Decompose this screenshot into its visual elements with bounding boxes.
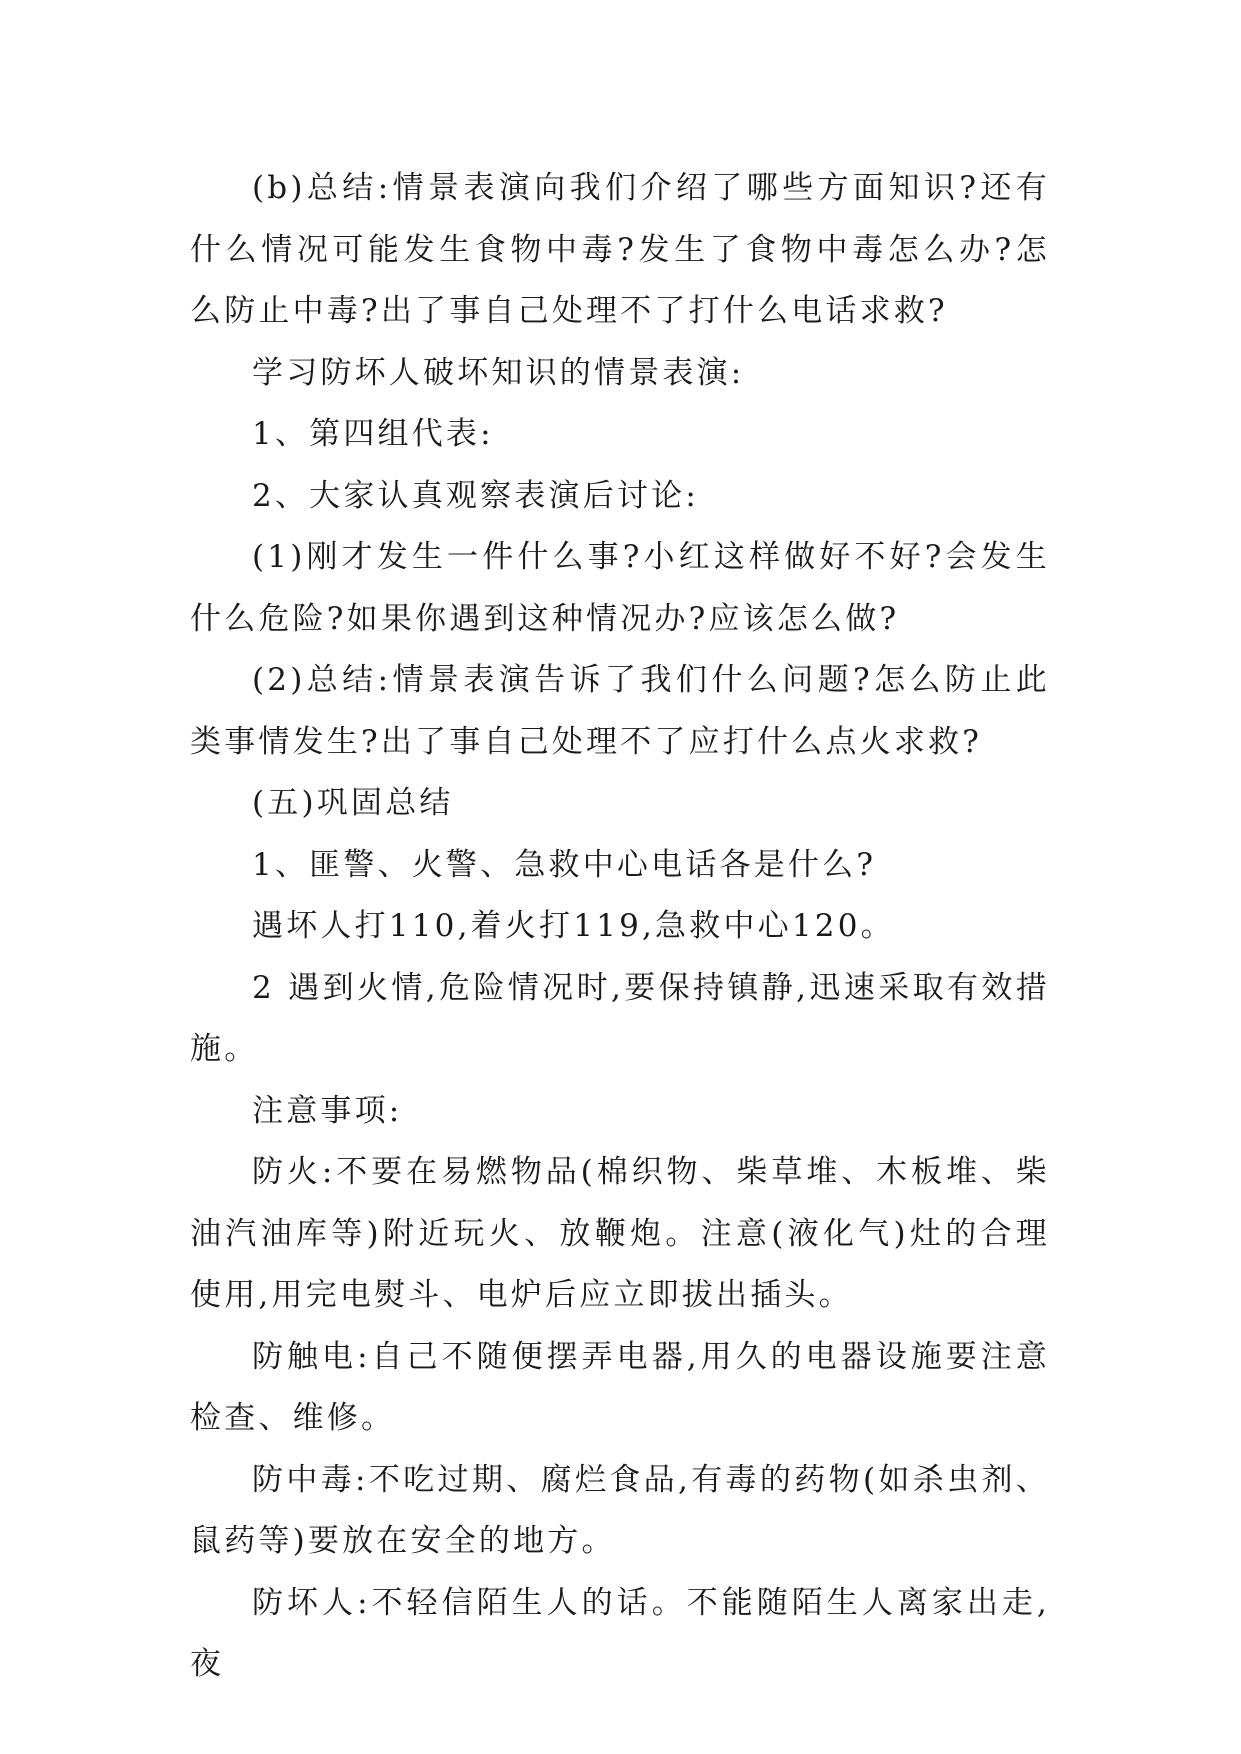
paragraph-emergency-numbers-question: 1、匪警、火警、急救中心电话各是什么? <box>252 846 877 883</box>
paragraph-observe-discuss: 2、大家认真观察表演后讨论: <box>252 477 699 514</box>
paragraph-stay-calm: 2 遇到火情,危险情况时,要保持镇静,迅速采取有效措施。 <box>190 969 1050 1067</box>
paragraph-poisoning-prevention: 防中毒:不吃过期、腐烂食品,有毒的药物(如杀虫剂、鼠药等)要放在安全的地方。 <box>190 1461 1050 1559</box>
paragraph-food-poisoning-summary: (b)总结:情景表演向我们介绍了哪些方面知识?还有什么情况可能发生食物中毒?发生了食物中毒怎么办?怎么防止中毒?出了事自己处理不了打什么电话求救? <box>190 170 1050 329</box>
paragraph-summary-two: (2)总结:情景表演告诉了我们什么问题?怎么防止此类事情发生?出了事自己处理不了应打什么点火求救? <box>190 662 1050 760</box>
section-heading-consolidation: (五)巩固总结 <box>252 785 454 821</box>
paragraph-question-one: (1)刚才发生一件什么事?小红这样做好不好?会发生什么危险?如果你遇到这种情况办?应该怎么做? <box>190 539 1050 637</box>
paragraph-fire-prevention: 防火:不要在易燃物品(棉织物、柴草堆、木板堆、柴油汽油库等)附近玩火、放鞭炮。注意(液化气)灶的合理使用,用完电熨斗、电炉后应立即拔出插头。 <box>190 1154 1050 1313</box>
paragraph-group-four: 1、第四组代表: <box>252 416 494 452</box>
paragraph-bad-person-roleplay-heading: 学习防坏人破坏知识的情景表演: <box>252 354 745 391</box>
paragraph-bad-person-prevention: 防坏人:不轻信陌生人的话。不能随陌生人离家出走,夜 <box>190 1584 1050 1682</box>
document-body <box>190 158 1050 1696</box>
paragraph-electric-shock-prevention: 防触电:自己不随便摆弄电器,用久的电器设施要注意检查、维修。 <box>190 1338 1050 1436</box>
paragraph-emergency-numbers-answer: 遇坏人打110,着火打119,急救中心120。 <box>252 908 895 944</box>
paragraph-notes-heading: 注意事项: <box>252 1092 403 1129</box>
